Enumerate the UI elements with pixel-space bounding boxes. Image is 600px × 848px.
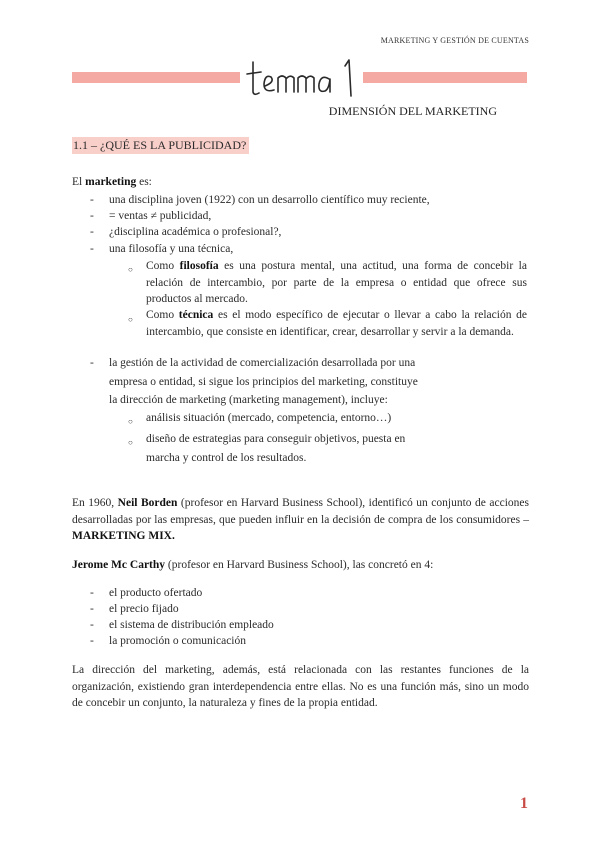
gestion-line: empresa o entidad, si sigue los principios del marketing, constituye — [109, 376, 418, 388]
list-item: una filosofía y una técnica, — [109, 243, 234, 255]
closing-paragraph: La dirección del marketing, además, está relacionada con las restantes funciones de la organización, existiendo gran interdependencia entre ellas. No es una función más, sino un modo de concebir un conjunto, la naturaleza y fines de la propia entidad. — [72, 664, 529, 709]
four-p-item: el precio fijado — [109, 603, 179, 615]
dash-marker: - — [90, 226, 94, 238]
tecnica-text: es el modo específico de ejecutar o llevar a cabo la relación de intercambio, que consiste en identificar, crear, desarrollar y servir a la demanda. — [146, 309, 527, 338]
borden-text: (profesor en Harvard Business School), identificó un conjunto de acciones desarrolladas por las empresas, que pueden influir en la decisión de compra de los consumidores – — [72, 497, 529, 526]
intro-line — [72, 174, 152, 191]
mccarthy-line — [72, 557, 529, 574]
tecnica-paragraph — [146, 307, 527, 340]
circle-bullet: ○ — [128, 417, 133, 426]
dash-marker: - — [90, 619, 94, 631]
borden-paragraph — [72, 495, 529, 545]
gestion-line: la dirección de marketing (marketing management), incluye: — [109, 394, 388, 406]
page-number: 1 — [520, 795, 528, 812]
dash-marker: - — [90, 587, 94, 599]
four-p-item: el sistema de distribución empleado — [109, 619, 274, 631]
dash-marker: - — [90, 243, 94, 255]
marketing-mix: MARKETING MIX. — [72, 530, 175, 542]
dash-marker: - — [90, 603, 94, 615]
mccarthy-text: (profesor en Harvard Business School), las concretó en 4: — [165, 559, 434, 571]
four-p-item: la promoción o comunicación — [109, 635, 247, 647]
list-item: una disciplina joven (1922) con un desarrollo científico muy reciente, — [109, 194, 430, 206]
section-heading: 1.1 – ¿QUÉ ES LA PUBLICIDAD? — [72, 137, 249, 154]
title-bar-left — [72, 72, 240, 83]
dash-marker: - — [90, 210, 94, 222]
intro-keyword: marketing — [85, 176, 137, 188]
circle-bullet: ○ — [128, 265, 133, 274]
filosofia-text: es una postura mental, una actitud, una forma de concebir la relación de intercambio, por parte de la empresa o entidad que ofrece sus productos al mercado. — [146, 260, 527, 305]
borden-name: Neil Borden — [117, 497, 178, 509]
tema-1-script-title — [245, 52, 361, 104]
running-header: MARKETING Y GESTIÓN DE CUENTAS — [380, 36, 529, 45]
list-item: = ventas ≠ publicidad, — [109, 210, 212, 222]
mccarthy-name: Jerome Mc Carthy — [72, 559, 166, 571]
gestion-subitem: diseño de estrategias para conseguir objetivos, puesta en — [146, 433, 406, 445]
tecnica-pre: Como — [146, 309, 179, 321]
gestion-subitem: marcha y control de los resultados. — [146, 452, 307, 464]
circle-bullet: ○ — [128, 438, 133, 447]
tecnica-keyword: técnica — [178, 309, 214, 321]
title-bar-right — [363, 72, 527, 83]
filosofia-paragraph — [146, 258, 527, 308]
filosofia-pre: Como — [146, 260, 180, 272]
filosofia-keyword: filosofía — [179, 260, 219, 272]
gestion-line: la gestión de la actividad de comercialización desarrollada por una — [109, 357, 416, 369]
intro-post: es: — [136, 176, 152, 188]
list-item: ¿disciplina académica o profesional?, — [109, 226, 282, 238]
intro-pre: El — [72, 176, 86, 188]
borden-pre: En 1960, — [72, 497, 118, 509]
dash-marker: - — [90, 194, 94, 206]
dash-marker: - — [90, 635, 94, 647]
circle-bullet: ○ — [128, 315, 133, 324]
gestion-subitem: análisis situación (mercado, competencia, entorno…) — [146, 412, 392, 424]
page-subtitle: DIMENSIÓN DEL MARKETING — [328, 104, 497, 118]
dash-marker: - — [90, 357, 94, 369]
four-p-item: el producto ofertado — [109, 587, 203, 599]
